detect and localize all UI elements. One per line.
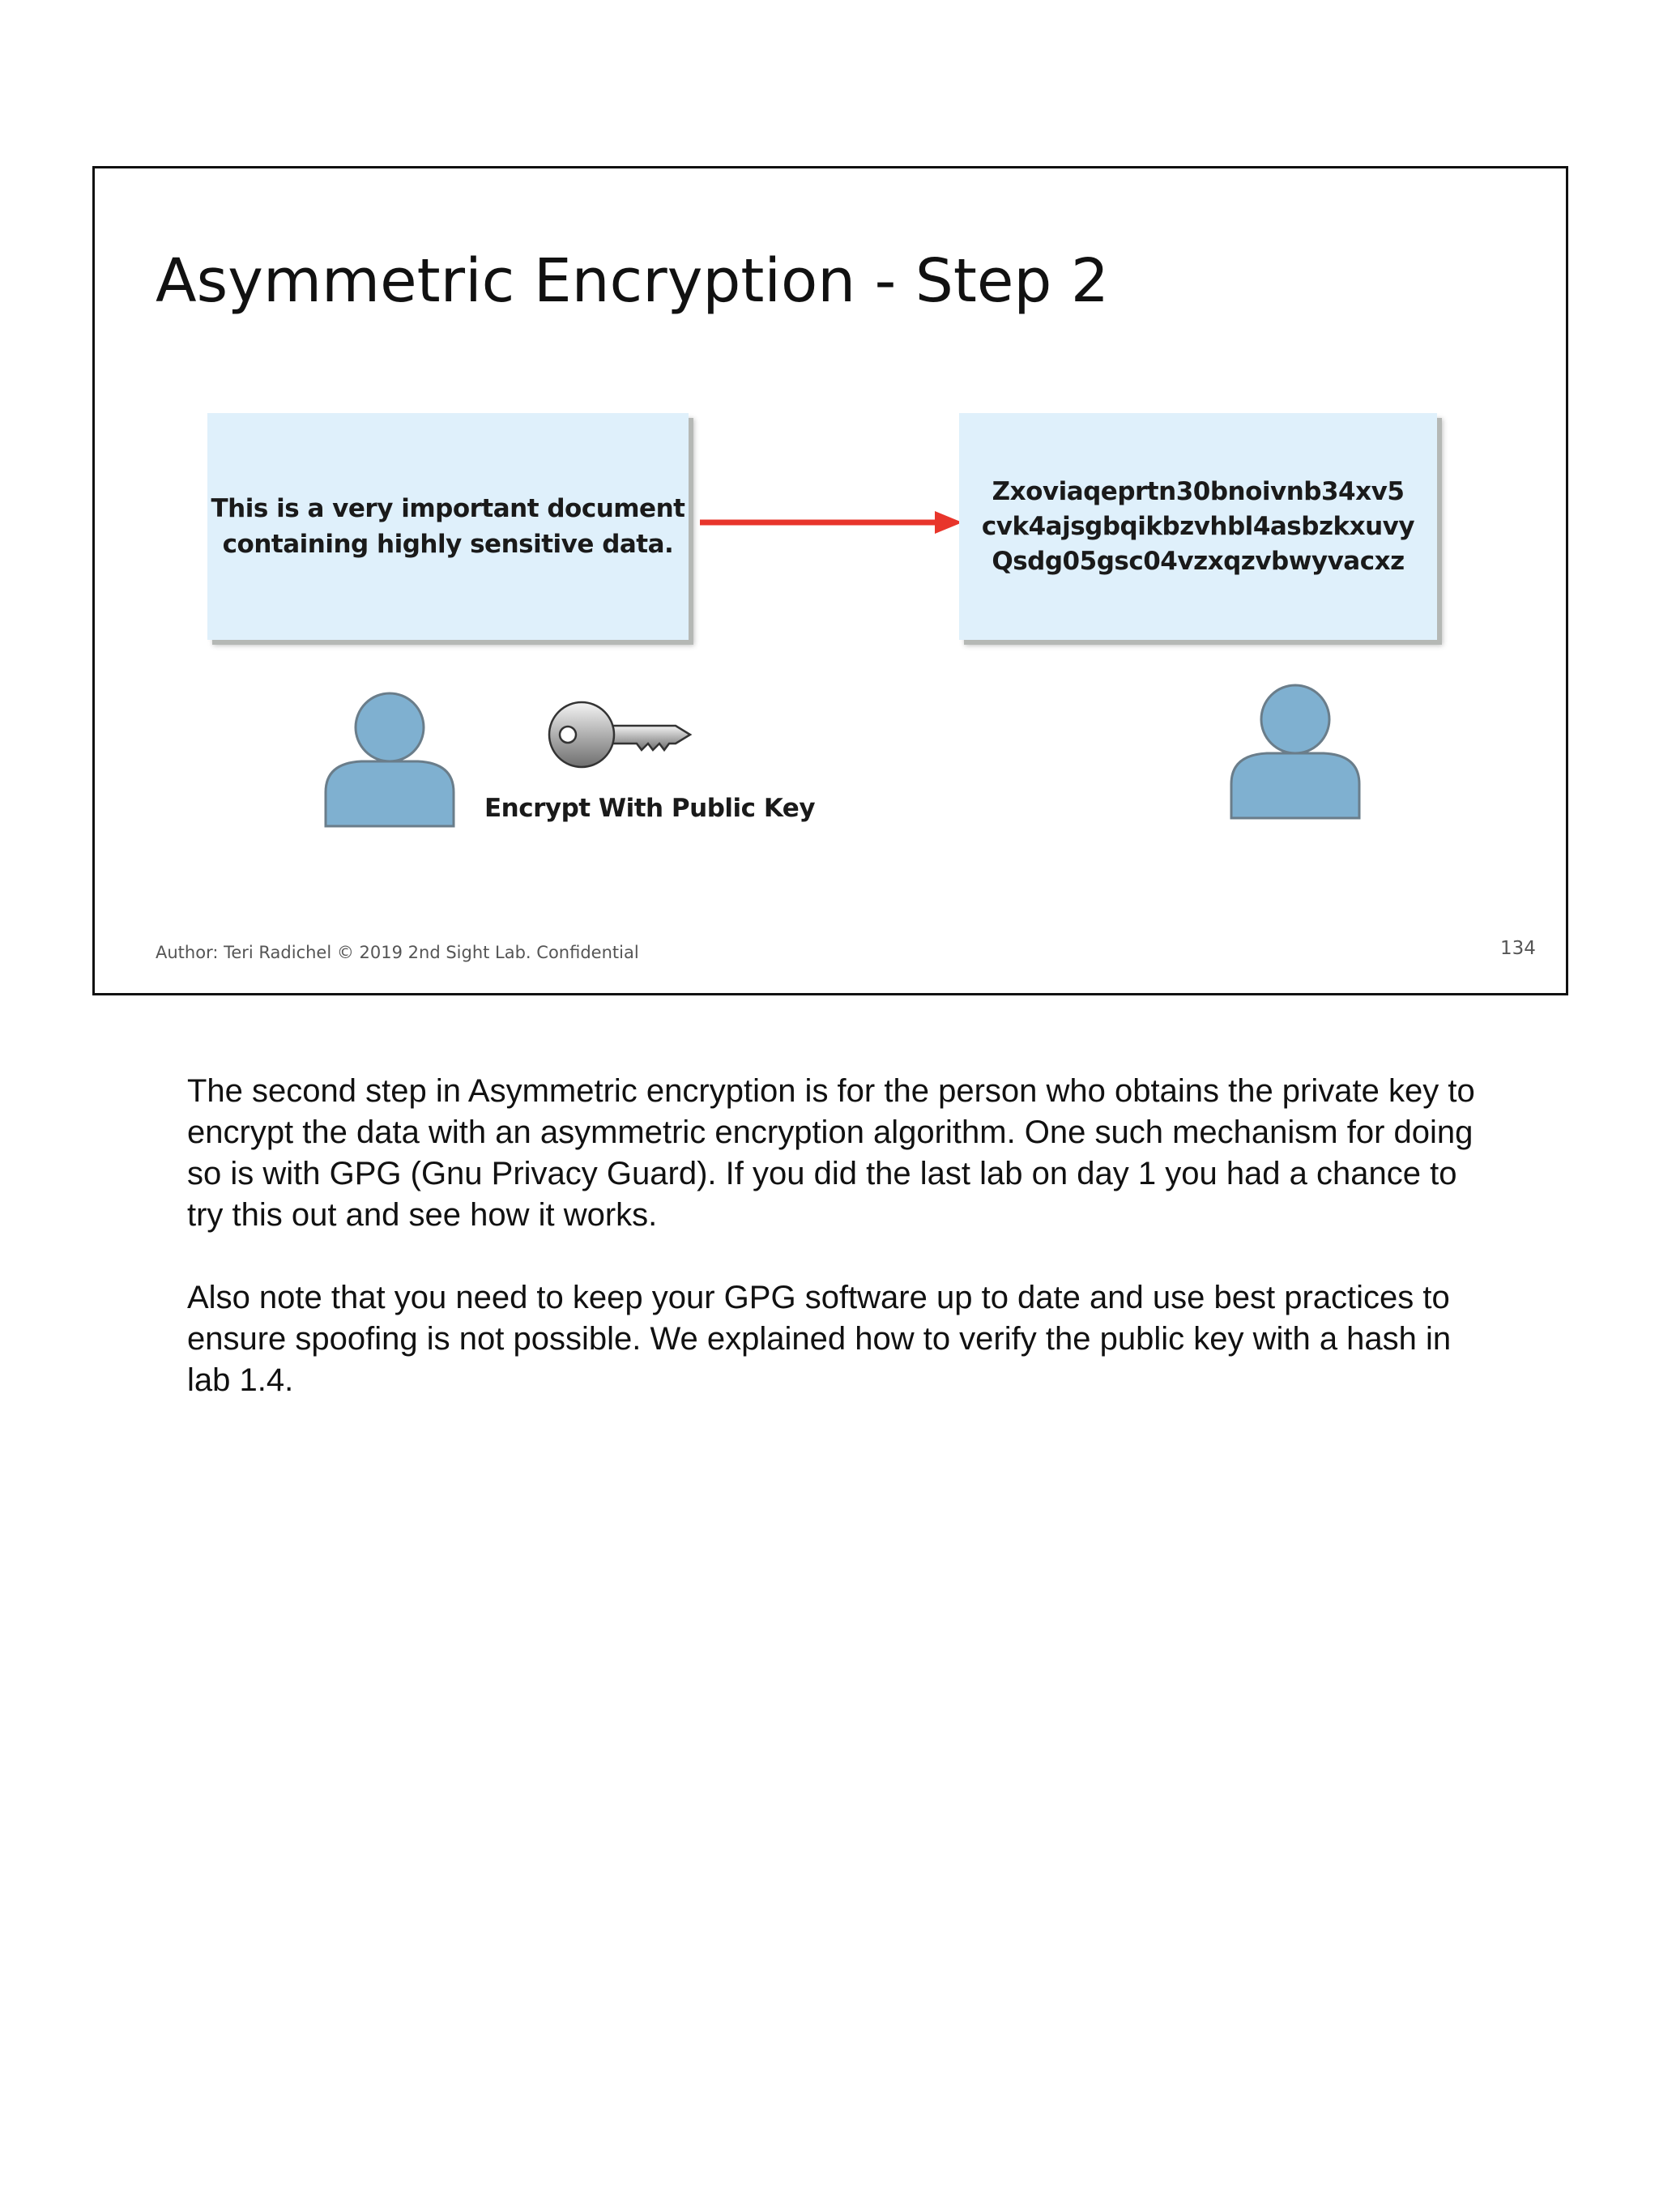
- ciphertext-document: [959, 413, 1437, 640]
- ciphertext-document-text: Zxoviaqeprtn30bnoivnb34xv5 cvk4ajsgbqikbzvhbl4asbzkxuvy Qsdg05gsc04vzxqzvbwyvacxz: [981, 476, 1415, 576]
- slide-title: Asymmetric Encryption - Step 2: [156, 246, 1109, 316]
- sender-person-icon: [321, 688, 458, 830]
- plaintext-document: [207, 413, 689, 640]
- notes-paragraph: The second step in Asymmetric encryption is for the person who obtains the private key to encrypt the data with an asymmetric encryption algorithm. One such mechanism for doing so is with GPG (Gnu Privacy Guard). If you did the last lab on day 1 you had a chance to try this out and see how it works.: [187, 1073, 1475, 1233]
- slide-footer-author: Author: Teri Radichel © 2019 2nd Sight Lab. Confidential: [156, 943, 639, 962]
- notes-paragraph: Also note that you need to keep your GPG software up to date and use best practices to ensure spoofing is not possible. We explained how to verify the public key with a hash in lab 1.4.: [187, 1280, 1452, 1398]
- key-label: Encrypt With Public Key: [484, 794, 816, 823]
- recipient-person-icon: [1226, 680, 1364, 822]
- speaker-notes: [187, 1071, 1499, 1443]
- slide-page-number: 134: [1500, 938, 1536, 959]
- key-icon: [548, 698, 693, 771]
- plaintext-document-text: This is a very important document containing highly sensitive data.: [211, 494, 685, 559]
- arrow-icon: [698, 502, 966, 543]
